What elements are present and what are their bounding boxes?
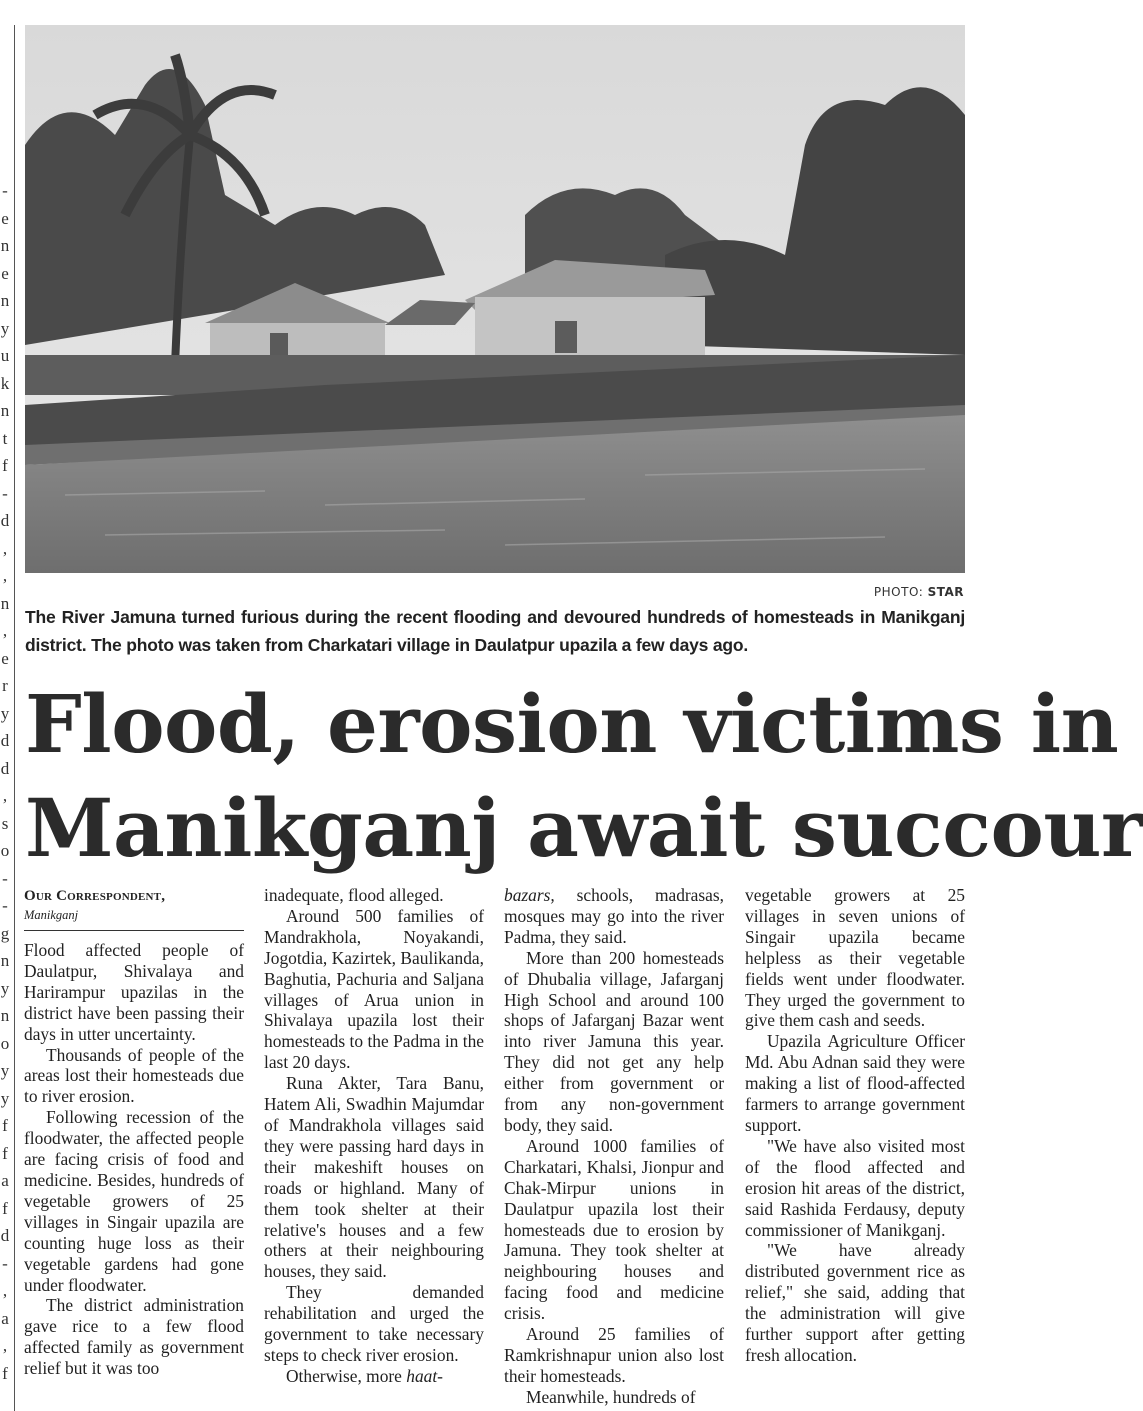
photo-credit-source: STAR xyxy=(927,585,964,599)
margin-fragment: a xyxy=(1,1308,9,1328)
margin-fragment: e xyxy=(1,208,9,228)
margin-fragment: o xyxy=(0,841,10,860)
article-column-1 xyxy=(24,940,244,1379)
margin-fragment: y xyxy=(0,978,10,998)
headline xyxy=(25,672,1143,880)
headline-line-1: Flood, erosion victims in xyxy=(25,677,1119,771)
paragraph: "We have also visited most of the flood affected and erosion hit areas of the district, said Rashida Ferdausy, deputy commissioner of Manikganj. xyxy=(745,1135,965,1240)
margin-fragment: - xyxy=(2,896,8,915)
margin-fragment: , xyxy=(2,786,8,805)
byline-divider xyxy=(24,930,244,931)
margin-fragment: k xyxy=(0,373,10,393)
margin-fragment: t xyxy=(2,428,8,448)
paragraph: Around 500 families of Mandrakhola, Noyakandi, Jogotdia, Kazirtek, Baulikanda, Baghutia, Pachuria and Saljana villages of Arua union in Shivalaya upazila lost their homesteads to the Padma in the last 20 days. xyxy=(264,905,484,1073)
paragraph: Upazila Agriculture Officer Md. Abu Adnan said they were making a list of flood-affected farmers to arrange government support. xyxy=(745,1031,965,1135)
margin-fragment: y xyxy=(0,703,10,723)
margin-fragment: y xyxy=(0,1088,10,1108)
article-column-3 xyxy=(504,885,724,1408)
margin-fragment: , xyxy=(2,621,8,640)
paragraph: "We have already distributed government rice as relief," she said, adding that the administration will give further support after getting fresh allocation. xyxy=(745,1240,965,1365)
paragraph: Meanwhile, hundreds of xyxy=(526,1386,696,1407)
margin-fragment: n xyxy=(0,1006,10,1025)
margin-fragment: d xyxy=(0,731,10,750)
margin-fragment: o xyxy=(0,1033,10,1053)
paragraph: inadequate, flood alleged. xyxy=(264,885,444,905)
margin-fragment: - xyxy=(2,868,8,888)
paragraph: More than 200 homesteads of Dhubalia village, Jafarganj High School and around 100 shops of Jafarganj Bazar went into river Jamuna this year. They did not get any help either from government or from any non-government body, they said. xyxy=(504,947,724,1135)
headline-line-2: Manikganj await succour xyxy=(25,781,1143,875)
margin-fragment: - xyxy=(2,483,8,503)
margin-fragment: f xyxy=(2,456,8,475)
article-column-4 xyxy=(745,885,965,1366)
margin-fragment: - xyxy=(2,181,8,200)
paragraph: Runa Akter, Tara Banu, Hatem Ali, Swadhin Majumdar of Mandrakhola villages said they were passing hard days in their makeshift houses on roads or highland. Many of them took shelter at their relative's houses and a few others at their neighbouring houses, they said. xyxy=(264,1073,484,1282)
paragraph: Around 1000 families of Charkatari, Khalsi, Jionpur and Chak-Mirpur unions in Daulatpur upazila lost their homesteads due to erosion by Jamuna. They took shelter at neighbouring houses and facing food and medicine crisis. xyxy=(504,1135,724,1324)
margin-fragment: f xyxy=(2,1116,8,1135)
paragraph: The district administration gave rice to a few flood affected family as government relief but it was too xyxy=(24,1295,244,1379)
margin-fragment: d xyxy=(0,511,10,530)
paragraph: They demanded rehabilitation and urged the government to take necessary steps to check river erosion. xyxy=(264,1282,484,1365)
margin-fragment: e xyxy=(1,263,9,283)
margin-fragment: a xyxy=(1,1171,9,1190)
paragraph: Otherwise, more haat- xyxy=(286,1365,443,1386)
margin-fragment: e xyxy=(1,648,9,668)
dateline: Manikganj xyxy=(24,908,79,922)
paragraph: Thousands of people of the areas lost their homesteads due to river erosion. xyxy=(24,1044,244,1107)
margin-fragment: r xyxy=(2,676,8,695)
photo-caption: The River Jamuna turned furious during the recent flooding and devoured hundreds of homesteads in Manikganj district. The photo was taken from Charkatari village in Daulatpur upazila a few days ago. xyxy=(25,607,965,655)
margin-fragment: s xyxy=(1,813,9,833)
photo-credit xyxy=(874,585,964,599)
paragraph: Following recession of the floodwater, the affected people are facing crisis of food and medicine. Besides, hundreds of vegetable growers of 25 villages in Singair upazila are counting huge loss as their vegetable gardens had gone under floodwater. xyxy=(24,1107,244,1295)
margin-fragment: g xyxy=(0,923,10,943)
margin-fragment: d xyxy=(0,758,10,778)
margin-fragment: n xyxy=(0,401,10,420)
byline: Our Correspondent, xyxy=(24,888,166,904)
margin-fragment: f xyxy=(2,1198,8,1218)
margin-fragment: n xyxy=(0,236,10,255)
paragraph: vegetable growers at 25 villages in seven unions of Singair upazila became helpless as their vegetable fields went under floodwater. They urged the government to give them cash and seeds. xyxy=(745,885,965,1031)
margin-fragment: y xyxy=(0,318,10,338)
margin-fragment: n xyxy=(0,291,10,310)
margin-fragment: d xyxy=(0,1226,10,1245)
paragraph: Around 25 families of Ramkrishnapur union also lost their homesteads. xyxy=(504,1324,724,1386)
margin-fragment: , xyxy=(2,566,8,585)
margin-fragment: f xyxy=(2,1363,8,1383)
column-divider xyxy=(14,25,15,1411)
margin-fragment: - xyxy=(2,1253,8,1273)
margin-fragment: y xyxy=(0,1061,10,1080)
news-photo xyxy=(25,25,965,573)
paragraph: Flood affected people of Daulatpur, Shivalaya and Harirampur upazilas in the district have been passing their days in utter uncertainty. xyxy=(24,940,244,1044)
margin-fragment: , xyxy=(2,1281,8,1300)
photo-credit-label: PHOTO: xyxy=(873,585,924,599)
margin-fragment: u xyxy=(0,346,10,365)
margin-fragment: n xyxy=(0,951,10,970)
paragraph: bazars, schools, madrasas, mosques may go into the river Padma, they said. xyxy=(504,885,724,947)
margin-fragment: , xyxy=(2,538,8,558)
margin-fragment: f xyxy=(2,1143,8,1163)
margin-fragment: , xyxy=(2,1336,8,1355)
article-column-2 xyxy=(264,885,484,1387)
margin-fragment: n xyxy=(0,593,10,613)
